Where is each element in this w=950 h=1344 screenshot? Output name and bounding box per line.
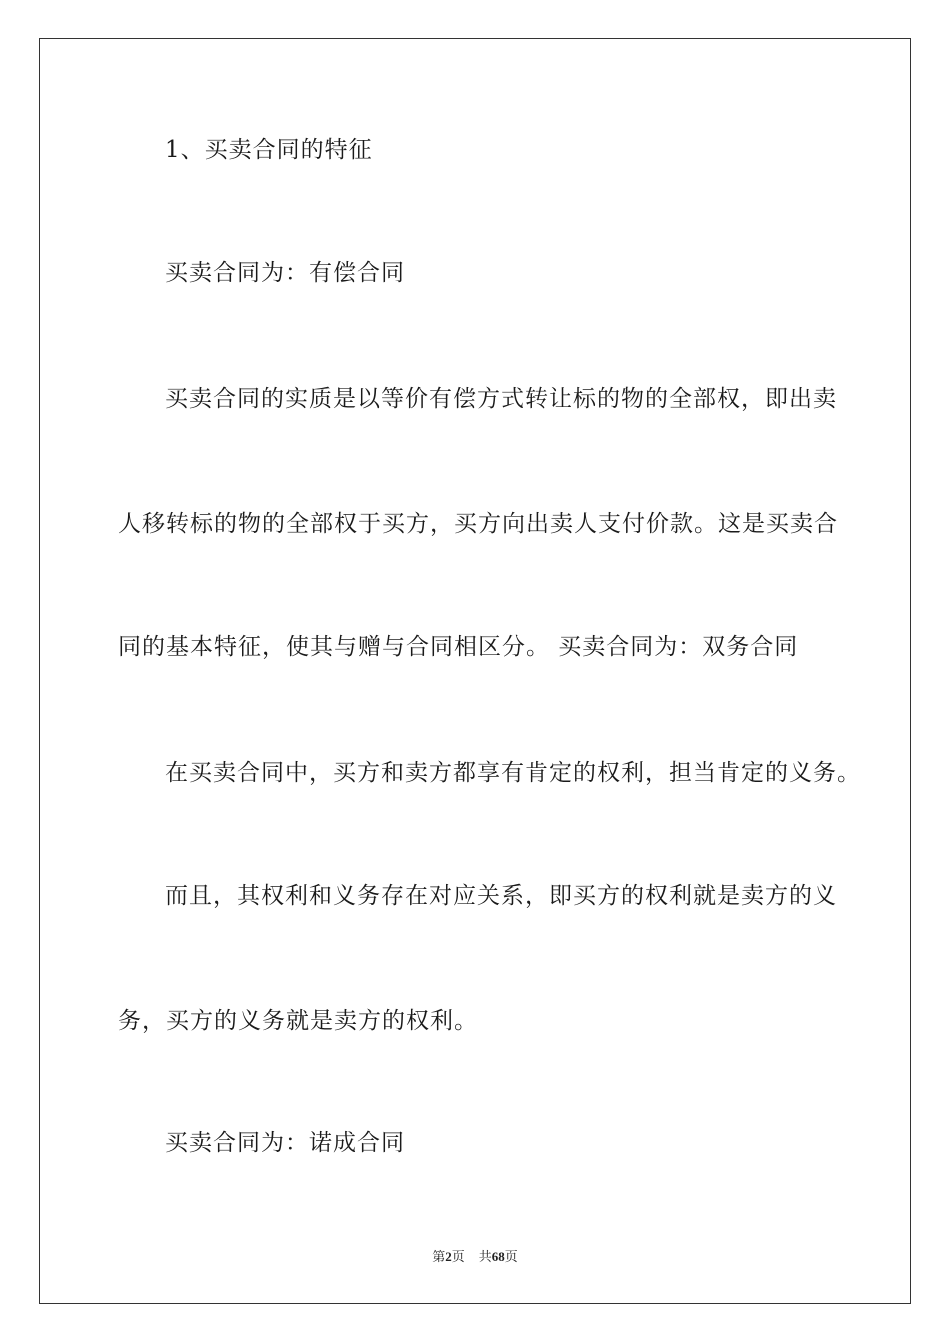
paragraph-line: 而且，其权利和义务存在对应关系，即买方的权利就是卖方的义 [165, 883, 837, 909]
section-heading: 1、买卖合同的特征 [165, 137, 373, 163]
paragraph-line: 买卖合同的实质是以等价有偿方式转让标的物的全部权，即出卖 [165, 386, 837, 412]
paragraph-line: 在买卖合同中，买方和卖方都享有肯定的权利，担当肯定的义务。 [165, 760, 861, 786]
page-prefix: 第 [432, 1250, 446, 1265]
page-border [39, 38, 911, 1304]
total-prefix: 共 [478, 1250, 492, 1265]
total-suffix: 页 [504, 1250, 518, 1265]
page-suffix: 页 [451, 1250, 465, 1265]
paragraph-line: 买卖合同为：有偿合同 [165, 260, 405, 286]
paragraph-line: 人移转标的物的全部权于买方，买方向出卖人支付价款。这是买卖合 [118, 511, 838, 537]
page-footer [0, 1248, 950, 1267]
paragraph-line: 同的基本特征，使其与赠与合同相区分。 买卖合同为：双务合同 [118, 634, 799, 660]
page-number: 2 [445, 1249, 452, 1264]
total-pages: 68 [491, 1249, 505, 1264]
paragraph-line: 务，买方的义务就是卖方的权利。 [118, 1008, 478, 1034]
paragraph-line: 买卖合同为：诺成合同 [165, 1130, 405, 1156]
